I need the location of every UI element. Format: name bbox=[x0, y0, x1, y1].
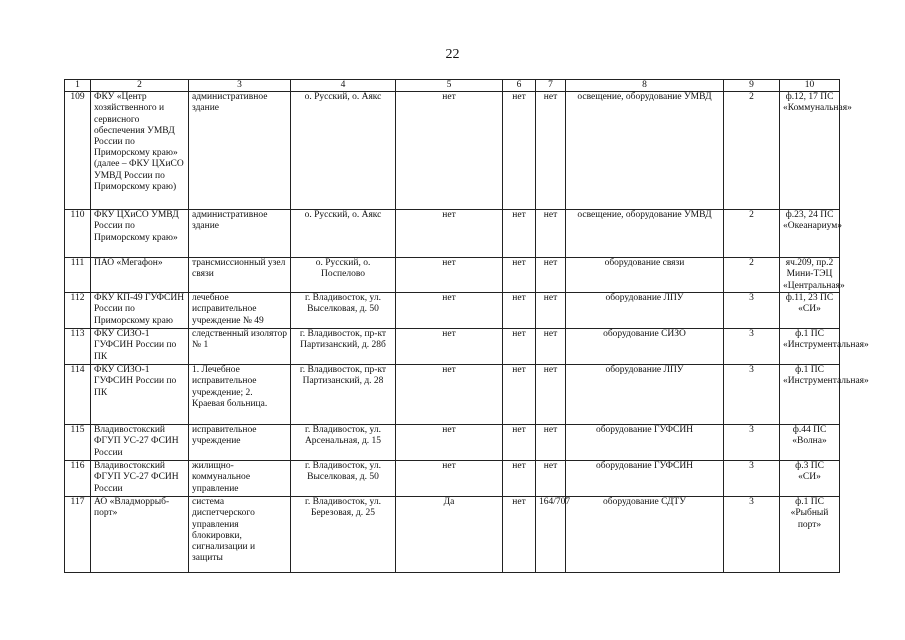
row-number: 117 bbox=[65, 497, 91, 573]
equipment-cell: оборудование связи bbox=[566, 258, 724, 293]
col5-cell: нет bbox=[396, 258, 503, 293]
table-row bbox=[65, 365, 840, 425]
object-type-cell: трансмиссионный узел связи bbox=[189, 258, 291, 293]
col6-cell: нет bbox=[503, 210, 536, 258]
column-header: 6 bbox=[503, 80, 536, 92]
col5-cell: нет bbox=[396, 210, 503, 258]
supply-point-cell: ф.1 ПС «Инструментальная» bbox=[780, 365, 840, 425]
col6-cell: нет bbox=[503, 329, 536, 365]
supply-point-cell: ф.3 ПС «СИ» bbox=[780, 461, 840, 497]
row-number: 116 bbox=[65, 461, 91, 497]
object-type-cell: лечебное исправительное учреждение № 49 bbox=[189, 293, 291, 329]
col6-cell: нет bbox=[503, 92, 536, 210]
column-header: 2 bbox=[91, 80, 189, 92]
organization-cell: ФКУ СИЗО-1 ГУФСИН России по ПК bbox=[91, 329, 189, 365]
address-cell: г. Владивосток, ул. Арсенальная, д. 15 bbox=[291, 425, 396, 461]
organization-cell: АО «Владморрыб-порт» bbox=[91, 497, 189, 573]
address-cell: о. Русский, о. Поспелово bbox=[291, 258, 396, 293]
category-cell: 3 bbox=[724, 293, 780, 329]
object-type-cell: административное здание bbox=[189, 210, 291, 258]
object-type-cell: жилищно-коммунальное управление bbox=[189, 461, 291, 497]
address-cell: о. Русский, о. Аякс bbox=[291, 210, 396, 258]
col5-cell: нет bbox=[396, 425, 503, 461]
category-cell: 2 bbox=[724, 92, 780, 210]
row-number: 114 bbox=[65, 365, 91, 425]
address-cell: г. Владивосток, ул. Березовая, д. 25 bbox=[291, 497, 396, 573]
col6-cell: нет bbox=[503, 365, 536, 425]
col7-cell: нет bbox=[536, 365, 566, 425]
column-header: 4 bbox=[291, 80, 396, 92]
col7-cell: нет bbox=[536, 258, 566, 293]
col5-cell: нет bbox=[396, 461, 503, 497]
supply-point-cell: ф.12, 17 ПС «Коммунальная» bbox=[780, 92, 840, 210]
object-type-cell: система диспетчерского управления блокировки, сигнализации и защиты bbox=[189, 497, 291, 573]
row-number: 113 bbox=[65, 329, 91, 365]
col7-cell: нет bbox=[536, 92, 566, 210]
category-cell: 2 bbox=[724, 258, 780, 293]
address-cell: г. Владивосток, пр-кт Партизанский, д. 28 bbox=[291, 365, 396, 425]
address-cell: о. Русский, о. Аякс bbox=[291, 92, 396, 210]
organization-cell: Владивостокский ФГУП УС-27 ФСИН России bbox=[91, 461, 189, 497]
col7-cell: нет bbox=[536, 210, 566, 258]
equipment-cell: оборудование ГУФСИН bbox=[566, 425, 724, 461]
table-row bbox=[65, 293, 840, 329]
table-row bbox=[65, 210, 840, 258]
equipment-cell: освещение, оборудование УМВД bbox=[566, 92, 724, 210]
col6-cell: нет bbox=[503, 293, 536, 329]
column-header: 1 bbox=[65, 80, 91, 92]
supply-point-cell: ф.44 ПС «Волна» bbox=[780, 425, 840, 461]
table-row bbox=[65, 497, 840, 573]
category-cell: 3 bbox=[724, 365, 780, 425]
col5-cell: нет bbox=[396, 329, 503, 365]
column-header: 3 bbox=[189, 80, 291, 92]
category-cell: 2 bbox=[724, 210, 780, 258]
table-row bbox=[65, 329, 840, 365]
table-header-row bbox=[65, 80, 840, 92]
equipment-cell: освещение, оборудование УМВД bbox=[566, 210, 724, 258]
column-header: 9 bbox=[724, 80, 780, 92]
col7-cell: нет bbox=[536, 293, 566, 329]
row-number: 109 bbox=[65, 92, 91, 210]
col5-cell: нет bbox=[396, 92, 503, 210]
col6-cell: нет bbox=[503, 497, 536, 573]
equipment-cell: оборудование СИЗО bbox=[566, 329, 724, 365]
equipment-cell: оборудование СДТУ bbox=[566, 497, 724, 573]
data-table bbox=[64, 79, 869, 573]
row-number: 115 bbox=[65, 425, 91, 461]
table-row bbox=[65, 425, 840, 461]
col7-cell: нет bbox=[536, 329, 566, 365]
address-cell: г. Владивосток, ул. Выселковая, д. 50 bbox=[291, 461, 396, 497]
object-type-cell: исправительное учреждение bbox=[189, 425, 291, 461]
address-cell: г. Владивосток, пр-кт Партизанский, д. 28б bbox=[291, 329, 396, 365]
category-cell: 3 bbox=[724, 461, 780, 497]
column-header: 8 bbox=[566, 80, 724, 92]
category-cell: 3 bbox=[724, 425, 780, 461]
table-row bbox=[65, 92, 840, 210]
supply-point-cell: ф.1 ПС «Инструментальная» bbox=[780, 329, 840, 365]
address-cell: г. Владивосток, ул. Выселковая, д. 50 bbox=[291, 293, 396, 329]
organization-cell: Владивостокский ФГУП УС-27 ФСИН России bbox=[91, 425, 189, 461]
equipment-cell: оборудование ЛПУ bbox=[566, 365, 724, 425]
column-header: 10 bbox=[780, 80, 840, 92]
col5-cell: Да bbox=[396, 497, 503, 573]
row-number: 112 bbox=[65, 293, 91, 329]
organization-cell: ФКУ КП-49 ГУФСИН России по Приморскому краю bbox=[91, 293, 189, 329]
category-cell: 3 bbox=[724, 329, 780, 365]
supply-point-cell: ф.11, 23 ПС «СИ» bbox=[780, 293, 840, 329]
object-type-cell: административное здание bbox=[189, 92, 291, 210]
col6-cell: нет bbox=[503, 461, 536, 497]
supply-point-cell: ф.1 ПС «Рыбный порт» bbox=[780, 497, 840, 573]
page-number: 22 bbox=[445, 47, 460, 62]
supply-point-cell: ф.23, 24 ПС «Океанариум» bbox=[780, 210, 840, 258]
col6-cell: нет bbox=[503, 425, 536, 461]
col7-cell: нет bbox=[536, 461, 566, 497]
object-type-cell: 1. Лечебное исправительное учреждение; 2. Краевая больница. bbox=[189, 365, 291, 425]
row-number: 111 bbox=[65, 258, 91, 293]
col7-cell: 164/707 bbox=[536, 497, 566, 573]
row-number: 110 bbox=[65, 210, 91, 258]
organization-cell: ФКУ ЦХиСО УМВД России по Приморскому краю» bbox=[91, 210, 189, 258]
organization-cell: ПАО «Мегафон» bbox=[91, 258, 189, 293]
col5-cell: нет bbox=[396, 365, 503, 425]
column-header: 5 bbox=[396, 80, 503, 92]
col6-cell: нет bbox=[503, 258, 536, 293]
col5-cell: нет bbox=[396, 293, 503, 329]
organization-cell: ФКУ «Центр хозяйственного и сервисного обеспечения УМВД России по Приморскому краю» (далее – ФКУ ЦХиСО УМВД России по Приморскому краю) bbox=[91, 92, 189, 210]
table-row bbox=[65, 258, 840, 293]
col7-cell: нет bbox=[536, 425, 566, 461]
supply-point-cell: яч.209, пр.2 Мини-ТЭЦ «Центральная» bbox=[780, 258, 840, 293]
organization-cell: ФКУ СИЗО-1 ГУФСИН России по ПК bbox=[91, 365, 189, 425]
table-row bbox=[65, 461, 840, 497]
equipment-cell: оборудование ГУФСИН bbox=[566, 461, 724, 497]
column-header: 7 bbox=[536, 80, 566, 92]
equipment-cell: оборудование ЛПУ bbox=[566, 293, 724, 329]
category-cell: 3 bbox=[724, 497, 780, 573]
object-type-cell: следственный изолятор № 1 bbox=[189, 329, 291, 365]
